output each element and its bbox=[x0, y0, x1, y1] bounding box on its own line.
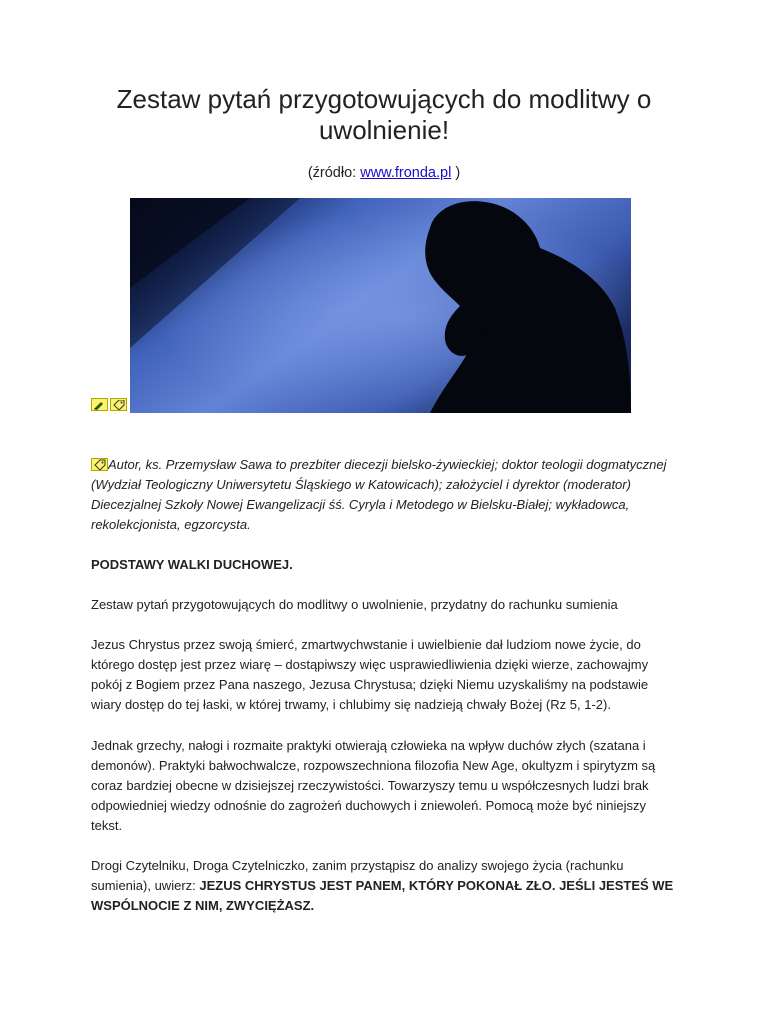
tag-icon[interactable] bbox=[110, 398, 127, 411]
praying-man-photo bbox=[130, 198, 631, 413]
source-suffix: ) bbox=[451, 165, 461, 181]
document-title: Zestaw pytań przygotowujących do modlitwy o uwolnienie! bbox=[116, 84, 652, 145]
paragraph-1: Zestaw pytań przygotowujących do modlitwy o uwolnienie, przydatny do rachunku sumienia bbox=[91, 597, 618, 612]
tag-icon-glyph bbox=[92, 459, 107, 470]
source-prefix: (źródło: bbox=[307, 165, 361, 181]
source-line bbox=[91, 164, 677, 182]
paragraph-4-prefix: Drogi Czytelniku, Droga Czytelniczko, zanim przystąpisz do analizy swojego życia (rachunku sumienia), uwierz: bbox=[91, 858, 624, 893]
paragraph-4 bbox=[91, 856, 677, 916]
paragraph-4-emphasis: JEZUS CHRYSTUS JEST PANEM, KTÓRY POKONAŁ ZŁO. JEŚLI JESTEŚ WE WSPÓLNOCIE Z NIM, ZWYCIĘŻASZ. bbox=[91, 878, 674, 913]
section-heading: PODSTAWY WALKI DUCHOWEJ. bbox=[91, 557, 293, 572]
source-link[interactable]: www.fronda.pl bbox=[360, 165, 452, 181]
author-note bbox=[91, 455, 677, 535]
tag-icon-glyph bbox=[112, 400, 125, 410]
author-note-text: Autor, ks. Przemysław Sawa to prezbiter diecezji bielsko-żywieckiej; doktor teologii dogmatycznej (Wydział Teologiczny Uniwersytetu Śląskiego w Katowicach); założyciel i dyrektor (moderator) Diecezjalnej Szkoły Nowej Ewangelizacji śś. Cyryla i Metodego w Bielsku-Białej; wykładowca, rekolekcjonista, egzorcysta. bbox=[91, 457, 667, 532]
edit-icon[interactable] bbox=[91, 398, 108, 411]
image-action-icons bbox=[91, 398, 127, 413]
tag-icon[interactable] bbox=[91, 458, 108, 471]
paragraph-2: Jezus Chrystus przez swoją śmierć, zmartwychwstanie i uwielbienie dał ludziom nowe życie, do którego dostęp jest przez wiarę – dostąpiwszy więc usprawiedliwienia dzięki wierze, zachowajmy pokój z Bogiem przez Pana naszego, Jezusa Chrystusa; dzięki Niemu uzyskaliśmy na podstawie wiary dostęp do tej łaski, w której trwamy, i chlubimy się nadzieją chwały Bożej (Rz 5, 1-2). bbox=[91, 637, 649, 712]
paragraph-3: Jednak grzechy, nałogi i rozmaite praktyki otwierają człowieka na wpływ duchów złych (szatana i demonów). Praktyki bałwochwalcze, rozpowszechniona filozofia New Age, okultyzm i spirytyzm są coraz bardziej obecne w dzisiejszej rzeczywistości. Towarzyszy temu u współczesnych ludzi brak odpowiedniej wiedzy odnośnie do zagrożeń duchowych i zniewoleń. Pomocą może być niniejszy tekst. bbox=[91, 738, 656, 833]
photo-illustration bbox=[130, 198, 631, 413]
edit-icon-glyph bbox=[93, 400, 106, 410]
